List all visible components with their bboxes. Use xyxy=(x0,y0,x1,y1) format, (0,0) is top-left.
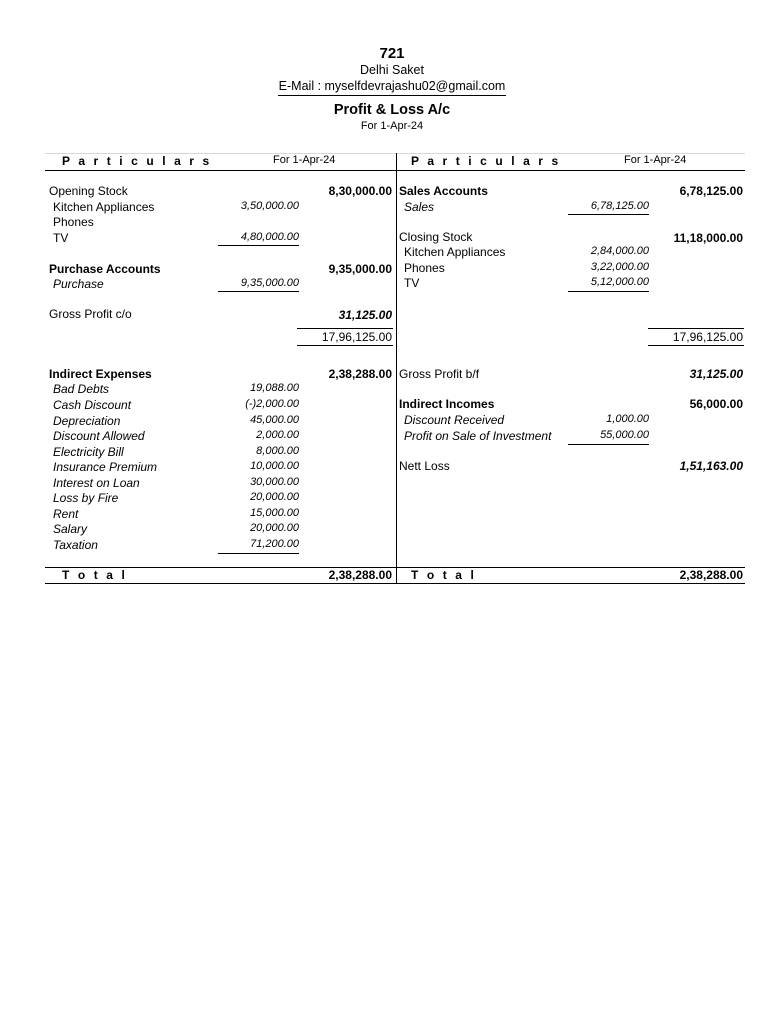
expense-item-amount: 45,000.00 xyxy=(250,414,299,426)
opening-item-phones-label: Phones xyxy=(53,215,94,229)
expense-item-label: Depreciation xyxy=(53,414,121,428)
report-period: For 1-Apr-24 xyxy=(360,120,424,132)
opening-items-underline xyxy=(218,245,299,246)
expense-item-label: Rent xyxy=(53,507,79,521)
indirect-expenses-label: Indirect Expenses xyxy=(49,367,152,381)
closing-items-underline xyxy=(568,291,649,292)
closing-item-kitchen-amount: 2,84,000.00 xyxy=(590,245,649,257)
sales-accounts-label: Sales Accounts xyxy=(399,184,488,198)
expense-item-label: Insurance Premium xyxy=(53,460,158,474)
expense-items-underline xyxy=(218,553,299,554)
header-bottom-rule xyxy=(45,170,745,171)
right-subtotal-amount: 17,96,125.00 xyxy=(672,330,743,344)
income-item-label: Discount Received xyxy=(404,413,505,427)
closing-stock-label: Closing Stock xyxy=(399,230,473,244)
left-subtotal-bottom-rule xyxy=(297,345,393,346)
purchase-accounts-label: Purchase Accounts xyxy=(49,262,161,276)
expense-item-amount: 20,000.00 xyxy=(250,491,299,503)
opening-item-tv-amount: 4,80,000.00 xyxy=(240,231,299,243)
opening-item-tv-label: TV xyxy=(53,231,69,245)
closing-item-phones-amount: 3,22,000.00 xyxy=(590,261,649,273)
expense-item-label: Interest on Loan xyxy=(53,476,140,490)
opening-stock-amount: 8,30,000.00 xyxy=(328,184,392,198)
right-total-label: T o t a l xyxy=(411,568,477,582)
opening-item-kitchen-amount: 3,50,000.00 xyxy=(240,200,299,212)
left-total-amount: 2,38,288.00 xyxy=(328,568,392,582)
sales-item-label: Sales xyxy=(404,200,435,214)
sales-accounts-amount: 6,78,125.00 xyxy=(679,184,743,198)
purchase-item-label: Purchase xyxy=(53,277,104,291)
expense-item-label: Electricity Bill xyxy=(53,445,124,459)
right-subtotal-top-rule xyxy=(648,328,744,329)
nett-loss-label: Nett Loss xyxy=(399,459,450,473)
expense-item-amount: 2,000.00 xyxy=(256,429,299,441)
income-item-amount: 1,000.00 xyxy=(606,413,649,425)
gross-profit-bf-amount: 31,125.00 xyxy=(689,367,743,381)
left-subtotal-top-rule xyxy=(297,328,393,329)
expense-item-amount: 19,088.00 xyxy=(250,382,299,394)
right-period-header: For 1-Apr-24 xyxy=(624,154,687,166)
nett-loss-amount: 1,51,163.00 xyxy=(679,459,743,473)
expense-item-amount: 20,000.00 xyxy=(250,522,299,534)
income-item-label: Profit on Sale of Investment xyxy=(404,429,552,443)
right-particulars-header: P a r t i c u l a r s xyxy=(411,154,561,168)
closing-stock-amount: 11,18,000.00 xyxy=(673,231,743,245)
purchase-accounts-amount: 9,35,000.00 xyxy=(328,262,392,276)
expense-item-amount: 10,000.00 xyxy=(250,460,299,472)
expense-item-label: Taxation xyxy=(53,538,98,552)
expense-item-label: Discount Allowed xyxy=(53,429,145,443)
total-top-rule xyxy=(45,567,745,568)
sales-item-amount: 6,78,125.00 xyxy=(590,200,649,212)
closing-item-kitchen-label: Kitchen Appliances xyxy=(404,245,506,259)
left-subtotal-amount: 17,96,125.00 xyxy=(321,330,392,344)
gross-profit-co-label: Gross Profit c/o xyxy=(49,307,132,321)
expense-item-amount: 71,200.00 xyxy=(250,538,299,550)
closing-item-phones-label: Phones xyxy=(404,261,445,275)
opening-stock-label: Opening Stock xyxy=(49,184,128,198)
expense-item-amount: (-)2,000.00 xyxy=(245,398,299,410)
income-items-underline xyxy=(568,444,649,445)
left-particulars-header: P a r t i c u l a r s xyxy=(62,154,212,168)
expense-item-label: Cash Discount xyxy=(53,398,132,412)
left-period-header: For 1-Apr-24 xyxy=(273,154,336,166)
company-name: 721 xyxy=(379,45,405,62)
expense-item-label: Loss by Fire xyxy=(53,491,119,505)
indirect-incomes-amount: 56,000.00 xyxy=(689,397,743,411)
indirect-incomes-label: Indirect Incomes xyxy=(399,397,495,411)
right-subtotal-bottom-rule xyxy=(648,345,744,346)
indirect-expenses-amount: 2,38,288.00 xyxy=(328,367,392,381)
left-total-label: T o t a l xyxy=(62,568,128,582)
gross-profit-bf-label: Gross Profit b/f xyxy=(399,367,480,381)
total-bottom-rule xyxy=(45,583,745,584)
income-item-amount: 55,000.00 xyxy=(600,429,649,441)
expense-item-amount: 15,000.00 xyxy=(250,507,299,519)
expense-item-amount: 8,000.00 xyxy=(256,445,299,457)
purchase-items-underline xyxy=(218,291,299,292)
right-total-amount: 2,38,288.00 xyxy=(679,568,743,582)
purchase-item-amount: 9,35,000.00 xyxy=(240,277,299,289)
sales-items-underline xyxy=(568,214,649,215)
opening-item-kitchen-label: Kitchen Appliances xyxy=(53,200,155,214)
closing-item-tv-label: TV xyxy=(404,276,420,290)
expense-item-amount: 30,000.00 xyxy=(250,476,299,488)
expense-item-label: Bad Debts xyxy=(53,382,110,396)
column-divider xyxy=(396,153,397,584)
company-address: Delhi Saket xyxy=(360,63,424,77)
closing-item-tv-amount: 5,12,000.00 xyxy=(590,276,649,288)
email-underline xyxy=(278,95,506,96)
report-title: Profit & Loss A/c xyxy=(333,102,451,118)
gross-profit-co-amount: 31,125.00 xyxy=(338,308,392,322)
expense-item-label: Salary xyxy=(53,522,88,536)
company-email: E-Mail : myselfdevrajashu02@gmail.com xyxy=(278,79,506,93)
